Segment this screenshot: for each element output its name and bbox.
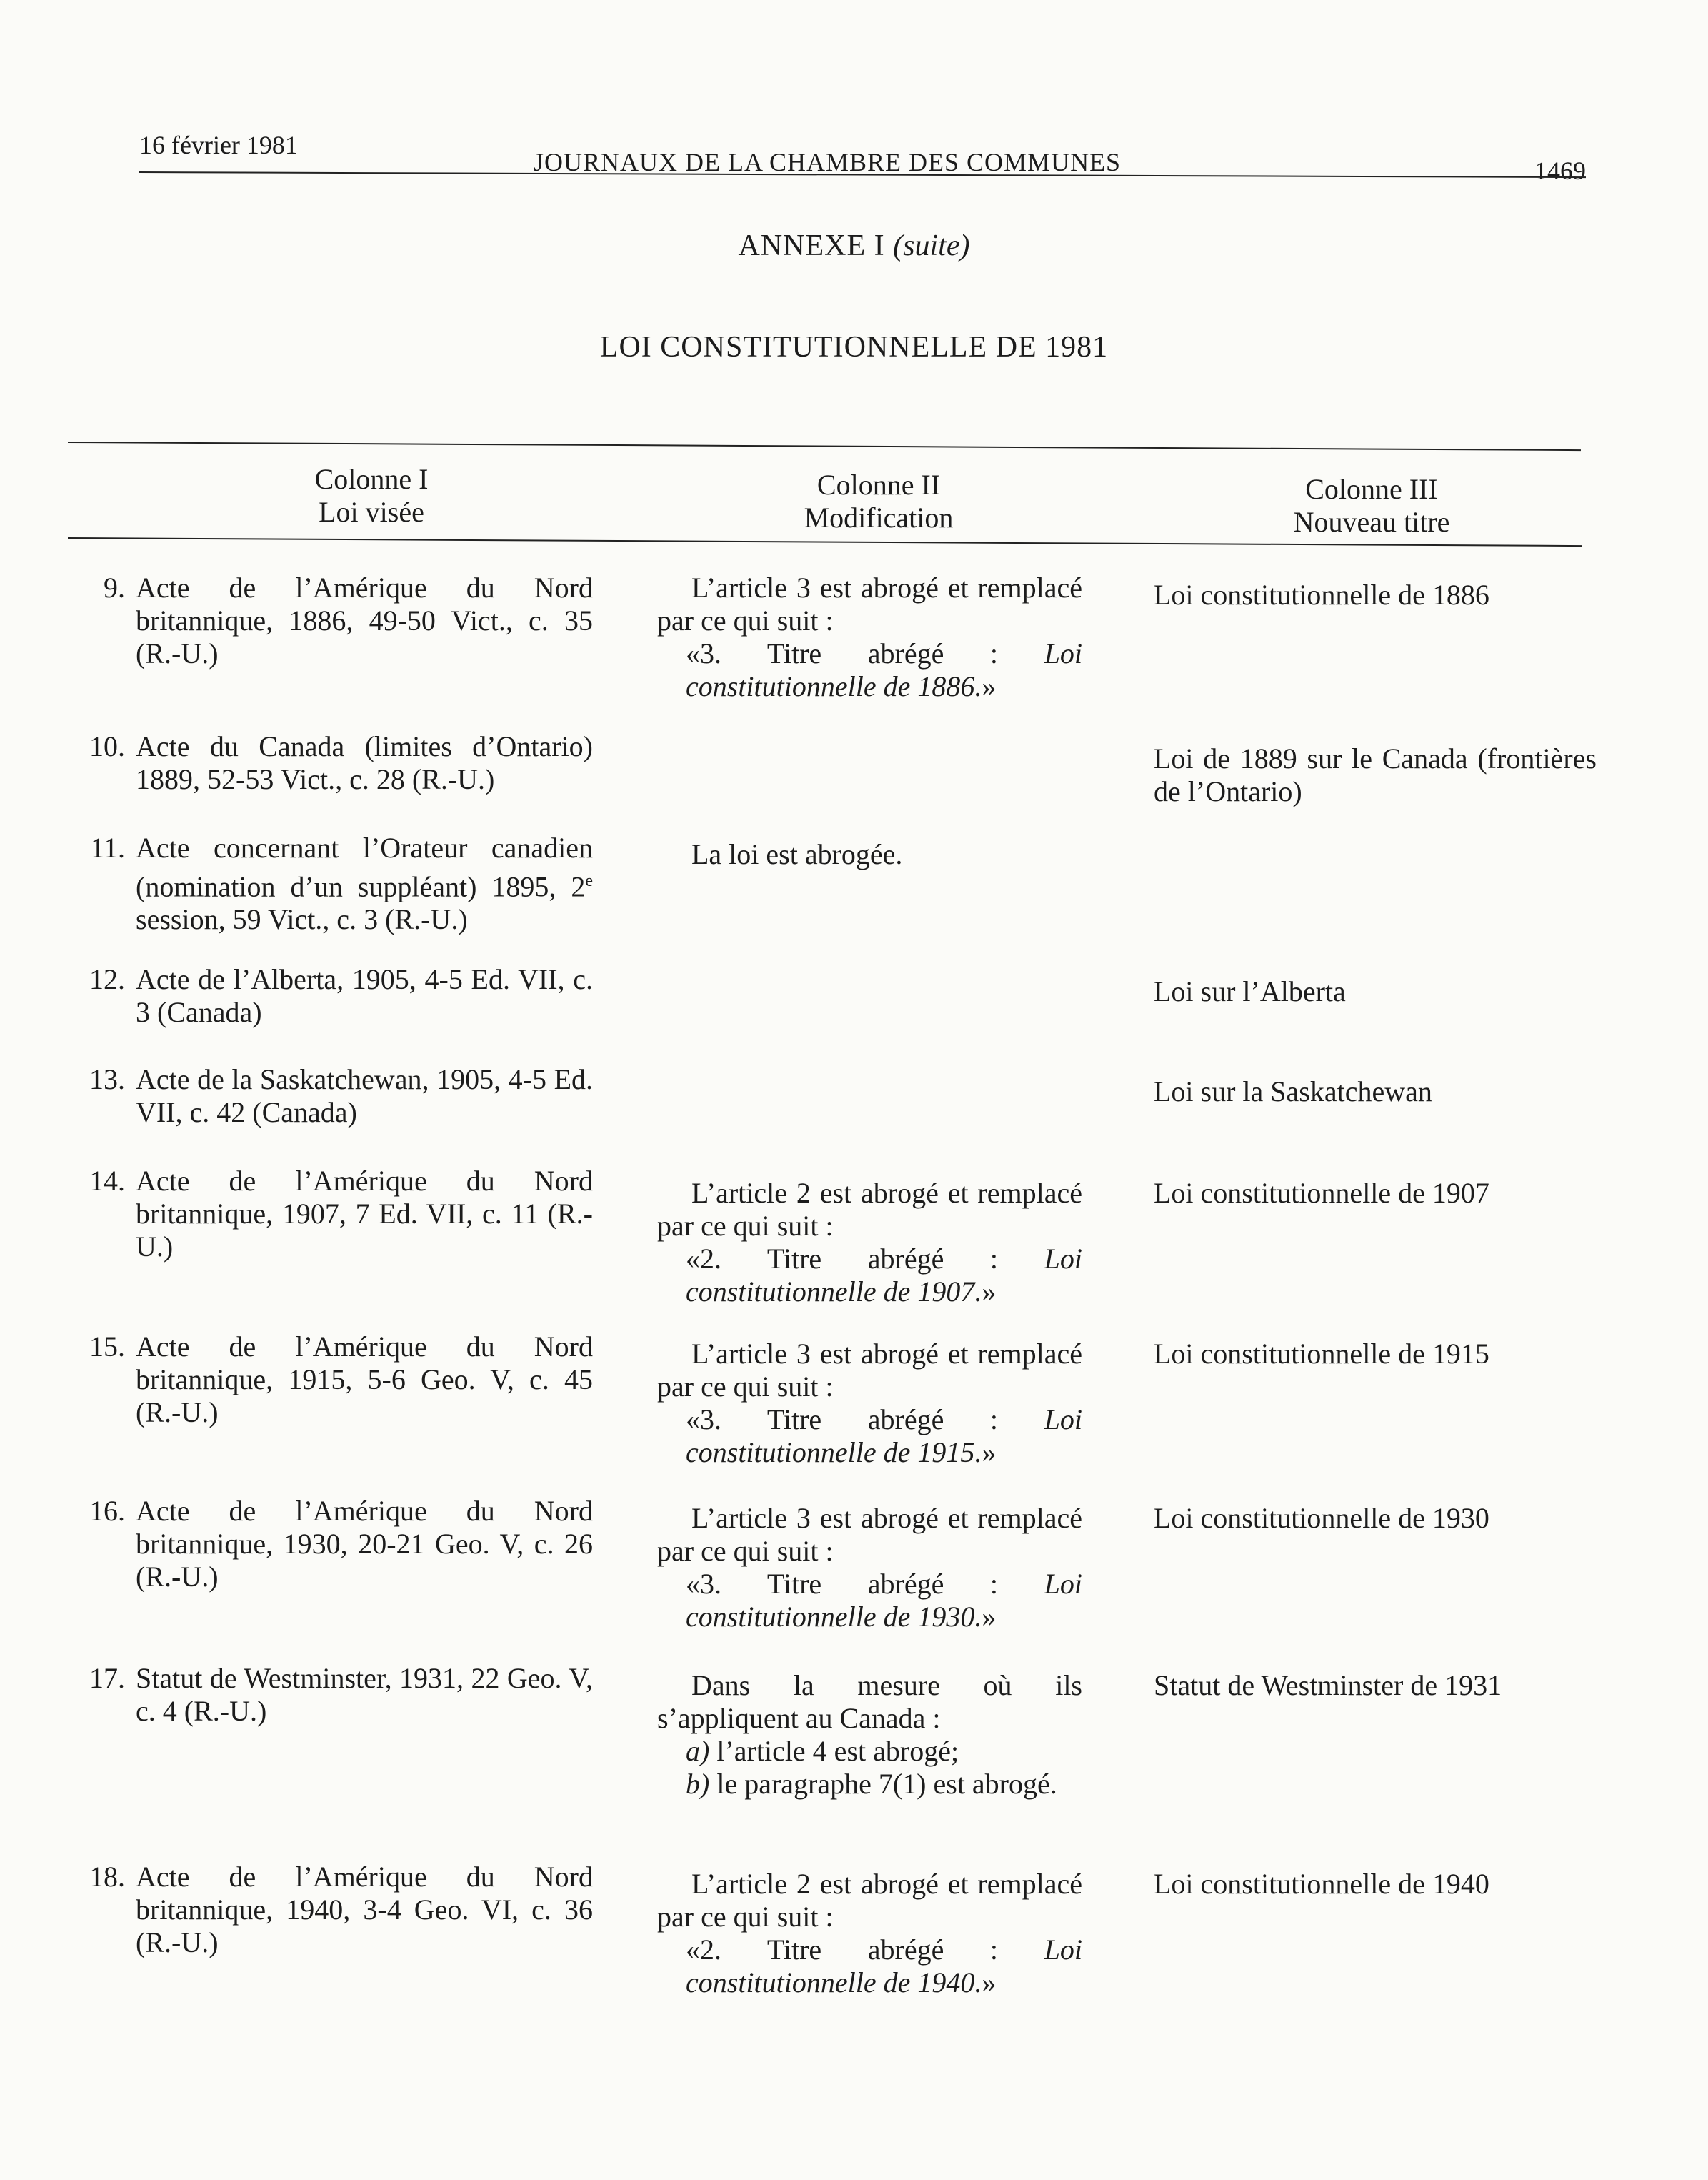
new-title: Loi constitutionnelle de 1886 [1154,579,1489,611]
header-date: 16 février 1981 [139,131,298,159]
amendment-item-a: a) l’article 4 est abrogé; [686,1735,959,1767]
new-title: Statut de Westminster de 1931 [1154,1669,1502,1701]
amendment-text: L’article 2 est abrogé et remplacé par ce qui suit : [657,1868,1082,1933]
act-cited: Acte concernant l’Orateur canadien (nomination d’un suppléant) 1895, 2e session, 59 Vict., c. 3 (R.-U.) [136,832,593,936]
amendment-text: L’article 3 est abrogé et remplacé par ce qui suit : [657,1502,1082,1567]
act-cited: Acte de l’Alberta, 1905, 4-5 Ed. VII, c. 3 (Canada) [136,963,593,1028]
act-cited: Acte de l’Amérique du Nord britannique, 1940, 3-4 Geo. VI, c. 36 (R.-U.) [136,1861,593,1958]
row-number: 16. [89,1495,125,1527]
row-number: 15. [89,1330,125,1363]
amendment [657,1338,1082,1469]
column-header-3-label: Nouveau titre [1293,506,1450,538]
annex-label: ANNEXE I [738,229,885,262]
amendment-quote: «3. Titre abrégé : Loi constitutionnelle de 1886.» [686,637,1082,702]
act-cited: Acte de l’Amérique du Nord britannique, 1930, 20-21 Geo. V, c. 26 (R.-U.) [136,1495,593,1593]
amendment [657,1502,1082,1633]
amendment-text: L’article 3 est abrogé et remplacé par ce qui suit : [657,1338,1082,1403]
new-title: Loi constitutionnelle de 1907 [1154,1177,1489,1209]
amendment [657,838,1082,871]
new-title: Loi de 1889 sur le Canada (frontières de l’Ontario) [1154,742,1597,807]
row-number: 11. [90,832,125,864]
row-number: 9. [104,572,125,604]
act-cited: Acte de l’Amérique du Nord britannique, 1907, 7 Ed. VII, c. 11 (R.-U.) [136,1165,593,1263]
column-header-2-label: Modification [804,502,954,534]
new-title: Loi constitutionnelle de 1915 [1154,1338,1489,1370]
amendment [657,572,1082,703]
table-top-rule [68,442,1581,451]
amendment-quote: «2. Titre abrégé : Loi constitutionnelle de 1940.» [686,1933,1082,1999]
column-header-2 [721,469,1036,534]
new-title: Loi sur la Saskatchewan [1154,1075,1432,1108]
act-cited: Acte du Canada (limites d’Ontario) 1889, 52-53 Vict., c. 28 (R.-U.) [136,730,593,795]
row-number: 14. [89,1165,125,1197]
act-cited: Acte de l’Amérique du Nord britannique, 1915, 5-6 Geo. V, c. 45 (R.-U.) [136,1330,593,1428]
amendment-quote: «3. Titre abrégé : Loi constitutionnelle de 1915.» [686,1403,1082,1468]
amendment-text: Dans la mesure où ils s’appliquent au Canada : [657,1669,1082,1734]
amendment [657,1669,1082,1801]
row-number: 18. [89,1861,125,1893]
amendment [657,1868,1082,1999]
amendment-quote: «2. Titre abrégé : Loi constitutionnelle de 1907.» [686,1243,1082,1308]
amendment [657,1177,1082,1308]
act-cited: Acte de la Saskatchewan, 1905, 4-5 Ed. VII, c. 42 (Canada) [136,1063,593,1128]
column-header-3-number: Colonne III [1305,473,1438,505]
amendment-item-b: b) le paragraphe 7(1) est abrogé. [686,1768,1057,1800]
row-number: 10. [89,730,125,762]
column-header-2-number: Colonne II [816,469,941,501]
row-number: 12. [89,963,125,995]
header-journal-title: JOURNAUX DE LA CHAMBRE DES COMMUNES [534,148,1122,176]
act-cited: Acte de l’Amérique du Nord britannique, 1886, 49-50 Vict., c. 35 (R.-U.) [136,572,593,670]
column-header-1-number: Colonne I [314,463,429,495]
amendment-text: L’article 2 est abrogé et remplacé par ce qui suit : [657,1177,1082,1242]
act-cited: Statut de Westminster, 1931, 22 Geo. V, c. 4 (R.-U.) [136,1662,593,1727]
page-number: 1469 [1534,156,1586,185]
amendment-text: La loi est abrogée. [691,838,903,870]
column-header-1 [214,463,529,529]
new-title: Loi constitutionnelle de 1930 [1154,1502,1489,1534]
column-header-3 [1214,473,1529,539]
row-number: 13. [89,1063,125,1095]
amendment-text: L’article 3 est abrogé et remplacé par ce qui suit : [657,572,1082,637]
column-header-1-label: Loi visée [319,496,424,528]
document-title: LOI CONSTITUTIONNELLE DE 1981 [599,331,1109,364]
annex-suffix: (suite) [893,229,970,262]
running-header [139,130,1586,185]
new-title: Loi constitutionnelle de 1940 [1154,1868,1489,1900]
annex-heading [0,229,1708,263]
row-number: 17. [89,1662,125,1694]
amendment-quote: «3. Titre abrégé : Loi constitutionnelle de 1930.» [686,1568,1082,1633]
new-title: Loi sur l’Alberta [1154,975,1346,1007]
